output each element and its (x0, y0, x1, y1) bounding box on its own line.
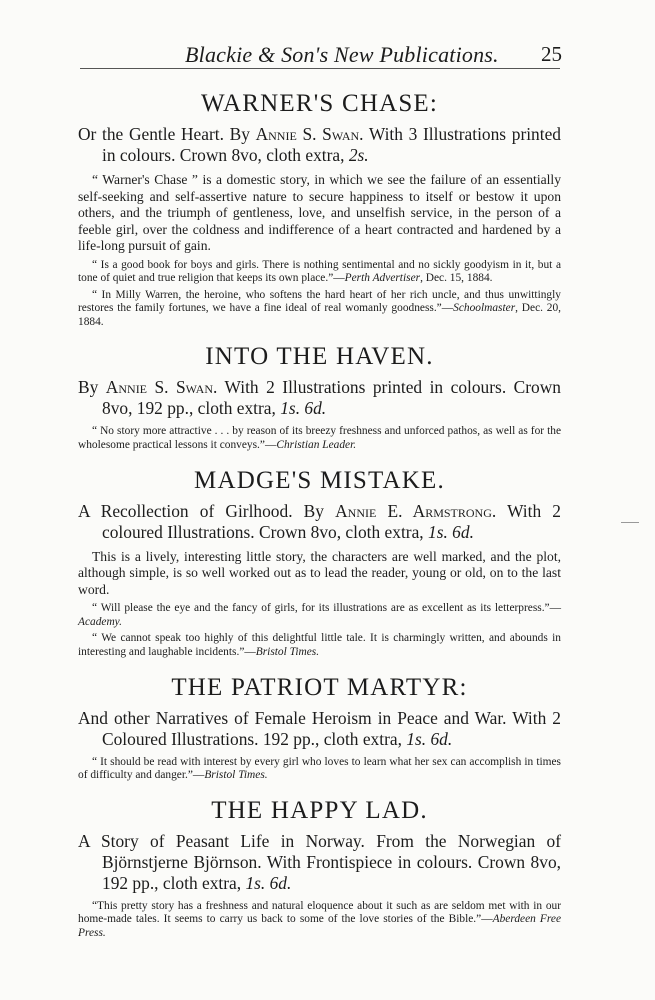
publication-details (78, 501, 561, 543)
pub-text: A Recollection of Girlhood. By (78, 500, 336, 521)
review-text: “ It should be read with interest by every girl who loves to learn what her sex can accomplish in times of difficulty and danger.”— (78, 755, 561, 782)
running-head (80, 42, 560, 69)
book-entry-the-patriot-martyr (78, 674, 561, 783)
author-name: Annie S. Swan (255, 124, 360, 144)
review-source: Christian Leader. (276, 439, 357, 452)
running-title: Blackie & Son's New Publications. (185, 42, 499, 67)
pub-text: Or the Gentle Heart. By (78, 124, 256, 144)
book-description: “ Warner's Chase ” is a domestic story, in which we see the failure of an essentially self-seeking and self-assertive nature to secure happiness to itself or bestow it upon others, and the triumph of gentleness, love, and unselfish service, in the person of a feeble girl, over the coldness and indifference of a heart contracted and hardened by a life-long pursuit of gain. (78, 172, 561, 253)
author-name: Annie S. Swan (105, 377, 214, 398)
book-title: WARNER'S CHASE: (200, 90, 439, 117)
review-quote (78, 289, 561, 330)
pub-text: . With 2 Illustrations printed in colours. Crown 8vo, 192 pp., cloth extra, (102, 377, 561, 419)
book-title: MADGE'S MISTAKE. (194, 466, 445, 494)
review-text: “ Is a good book for boys and girls. There is nothing sentimental and no sickly goodyism in it, but a tone of quiet and true religion that keeps its own place.”— (78, 258, 561, 285)
review-date: , Dec. 20, 1884. (78, 302, 562, 328)
review-quote (78, 425, 561, 452)
review-quote (78, 632, 561, 659)
price: 1s. 6d. (245, 872, 292, 893)
author-name: Annie E. Armstrong (335, 500, 492, 521)
review-source: Bristol Times. (255, 645, 320, 658)
book-description: This is a lively, interesting little story, the characters are well marked, and the plot, although simple, is so well worked out as to lead the reader, young or old, on to the last word. (78, 548, 561, 597)
review-source: Schoolmaster (453, 302, 516, 315)
pub-text: . With 2 coloured Illustrations. Crown 8vo, cloth extra, (102, 500, 561, 542)
book-entry-into-the-haven (78, 343, 561, 452)
pub-text: A Story of Peasant Life in Norway. From the Norwegian of Björnstjerne Björnson. With Frontispiece in colours. Crown 8vo, 192 pp., cloth extra, (78, 830, 561, 893)
book-entry-warners-chase (78, 90, 561, 329)
catalogue-entries (78, 90, 561, 944)
review-quote (78, 259, 561, 286)
review-text: “ We cannot speak too highly of this delightful little tale. It is charmingly written, and abounds in interesting and laughable incidents.”— (78, 632, 561, 658)
review-source: Aberdeen Free Press. (78, 913, 561, 939)
price: 1s. 6d. (428, 521, 474, 542)
review-source: Academy. (78, 615, 122, 628)
price: 1s. 6d. (280, 398, 327, 419)
page-number: 25 (541, 42, 562, 66)
price: 2s. (348, 145, 369, 165)
book-title: INTO THE HAVEN. (205, 343, 434, 371)
review-quote (78, 900, 561, 941)
pub-text: And other Narratives of Female Heroism in Peace and War. With 2 Coloured Illustrations. 192 pp., cloth extra, (78, 707, 561, 749)
publication-details (78, 377, 561, 419)
review-text: “ No story more attractive . . . by reason of its breezy freshness and unforced pathos, as well as for the wholesome practical lessons it conveys.”— (78, 425, 561, 452)
review-date: , Dec. 15, 1884. (420, 272, 493, 285)
price: 1s. 6d. (406, 728, 453, 749)
pub-text: By (78, 377, 106, 398)
book-entry-the-happy-lad (78, 797, 561, 941)
review-quote (78, 602, 561, 629)
review-quote (78, 756, 561, 783)
review-text: “This pretty story has a freshness and natural eloquence about it such as are seldom met with in our home-made tales. It seems to carry us back to some of the love stories of the Bible.”— (78, 899, 561, 926)
book-title: THE HAPPY LAD. (211, 796, 428, 824)
pub-text: . With 3 Illustrations printed in colours. Crown 8vo, cloth extra, (102, 124, 562, 165)
publication-details (78, 124, 561, 166)
page-edge-mark (621, 522, 639, 523)
publication-details (78, 831, 561, 894)
book-entry-madges-mistake (78, 467, 561, 660)
review-source: Bristol Times. (204, 769, 268, 782)
review-text: “ Will please the eye and the fancy of girls, for its illustrations are as excellent as its letterpress.”— (92, 602, 561, 615)
review-source: Perth Advertiser (344, 272, 421, 285)
book-title: THE PATRIOT MARTYR: (171, 673, 468, 701)
review-text: “ In Milly Warren, the heroine, who softens the hard heart of her rich uncle, and thus unwittingly restores the family fortunes, we have a fine ideal of real womanly goodness.”— (78, 288, 561, 315)
publication-details (78, 708, 561, 750)
